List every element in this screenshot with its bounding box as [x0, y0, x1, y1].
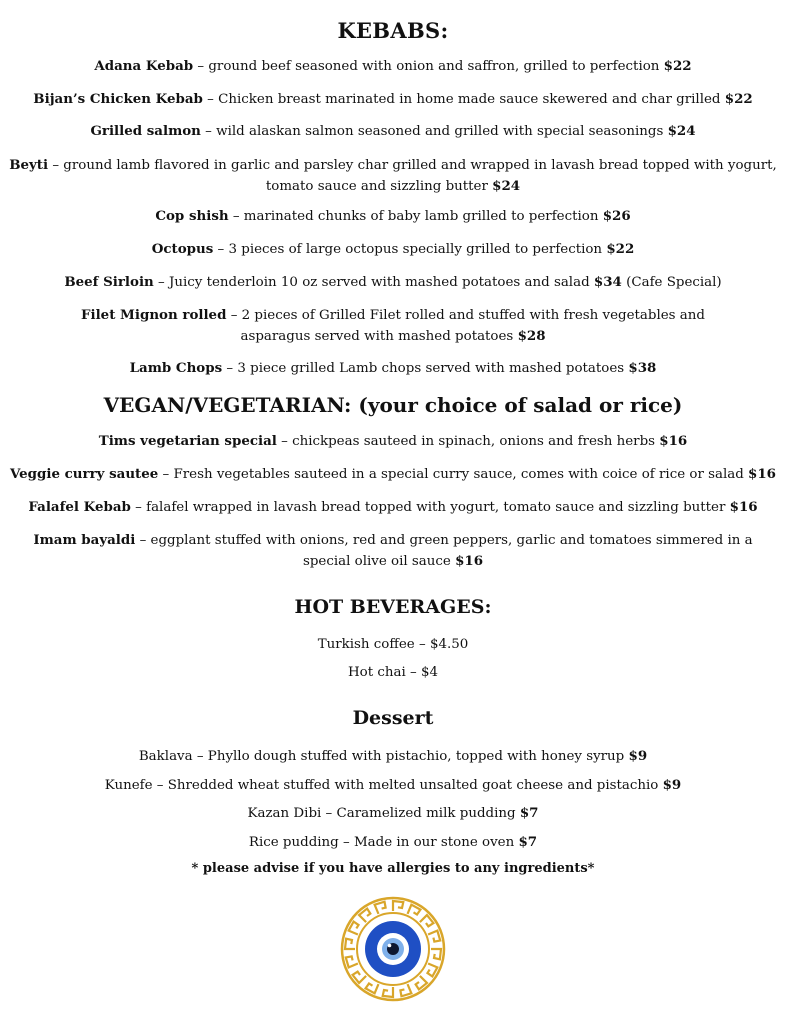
item-description: Baklava – Phyllo dough stuffed with pistachio, topped with honey syrup: [138, 749, 629, 764]
item-price: $34: [593, 274, 622, 290]
item-price: $16: [729, 499, 758, 515]
vegan-heading: VEGAN/VEGETARIAN: (your choice of salad or rice): [103, 393, 683, 417]
item-description: – wild alaskan salmon seasoned and grilled with special seasonings: [200, 124, 668, 139]
menu-item: [20, 530, 766, 572]
item-price: $22: [663, 58, 692, 74]
item-name: Octopus: [151, 241, 214, 257]
item-name: Lamb Chops: [129, 360, 223, 376]
item-price: $16: [748, 466, 776, 482]
item-description: Rice pudding – Made in our stone oven: [248, 835, 519, 850]
menu-item: [14, 239, 772, 260]
item-description: Kunefe – Shredded wheat stuffed with melted unsalted goat cheese and pistachio: [104, 778, 663, 793]
item-description: Kazan Dibi – Caramelized milk pudding: [247, 806, 520, 821]
item-description: – chickpeas sauteed in spinach, onions and fresh herbs: [276, 434, 660, 449]
beverage-item: Turkish coffee – $4.50: [317, 637, 469, 652]
item-price: $16: [659, 433, 688, 449]
item-description: – eggplant stuffed with onions, red and green peppers, garlic and tomatoes simmered in a special olive oil sauce: [135, 533, 753, 569]
item-name: Bijan’s Chicken Kebab: [33, 91, 203, 107]
item-name: Tims vegetarian special: [98, 433, 277, 449]
item-name: Filet Mignon rolled: [81, 307, 227, 323]
item-description: – ground beef seasoned with onion and saffron, grilled to perfection: [193, 59, 664, 74]
menu-item: [14, 56, 772, 77]
menu-item: [14, 206, 772, 227]
menu-item: [14, 272, 772, 293]
menu-item: [14, 358, 772, 379]
item-description: – 2 pieces of Grilled Filet rolled and stuffed with fresh vegetables and asparagus served with mashed potatoes: [226, 308, 705, 344]
item-name: Imam bayaldi: [33, 532, 136, 548]
allergy-note: * please advise if you have allergies to any ingredients*: [191, 861, 595, 876]
dessert-item: [14, 746, 772, 767]
item-name: Cop shish: [155, 208, 229, 224]
item-name: Grilled salmon: [90, 123, 201, 139]
item-price: $16: [455, 553, 484, 569]
item-price: $9: [662, 777, 682, 793]
item-price: $9: [628, 748, 648, 764]
beverage-item: Hot chai – $4: [347, 665, 438, 680]
menu-item: [14, 89, 772, 110]
item-price: $22: [724, 91, 753, 107]
evil-eye-icon: [340, 896, 446, 1002]
item-description: – falafel wrapped in lavash bread topped with yogurt, tomato sauce and sizzling butter: [130, 500, 730, 515]
menu-item: [14, 497, 772, 518]
item-description: – marinated chunks of baby lamb grilled to perfection: [228, 209, 603, 224]
item-name: Falafel Kebab: [28, 499, 131, 515]
item-note: (Cafe Special): [621, 275, 722, 290]
item-name: Beyti: [9, 157, 49, 173]
menu-item: [14, 121, 772, 142]
dessert-item: [14, 803, 772, 824]
dessert-item: [14, 775, 772, 796]
item-name: Beef Sirloin: [64, 274, 154, 290]
menu-item: [8, 155, 778, 197]
item-description: – 3 piece grilled Lamb chops served with mashed potatoes: [222, 361, 629, 376]
item-description: – Juicy tenderloin 10 oz served with mashed potatoes and salad: [153, 275, 594, 290]
item-price: $7: [518, 834, 538, 850]
item-price: $7: [519, 805, 539, 821]
item-price: $26: [602, 208, 631, 224]
kebabs-heading: KEBABS:: [337, 18, 449, 43]
dessert-item: [14, 832, 772, 853]
item-price: $22: [606, 241, 635, 257]
hot-beverages-heading: HOT BEVERAGES:: [294, 596, 492, 618]
item-name: Veggie curry sautee: [9, 466, 159, 482]
menu-item: [14, 431, 772, 452]
item-description: – ground lamb flavored in garlic and parsley char grilled and wrapped in lavash bread topped with yogurt, tomato sauce and sizzling butter: [48, 158, 777, 194]
item-price: $24: [492, 178, 521, 194]
item-description: – 3 pieces of large octopus specially grilled to perfection: [213, 242, 607, 257]
item-description: – Fresh vegetables sauteed in a special curry sauce, comes with coice of rice or salad: [158, 467, 749, 482]
item-price: $24: [667, 123, 696, 139]
item-price: $38: [628, 360, 657, 376]
item-price: $28: [517, 328, 546, 344]
menu-item: [60, 305, 726, 347]
menu-item: [0, 464, 786, 485]
item-name: Adana Kebab: [94, 58, 194, 74]
item-description: – Chicken breast marinated in home made sauce skewered and char grilled: [202, 92, 725, 107]
dessert-heading: Dessert: [352, 707, 434, 729]
